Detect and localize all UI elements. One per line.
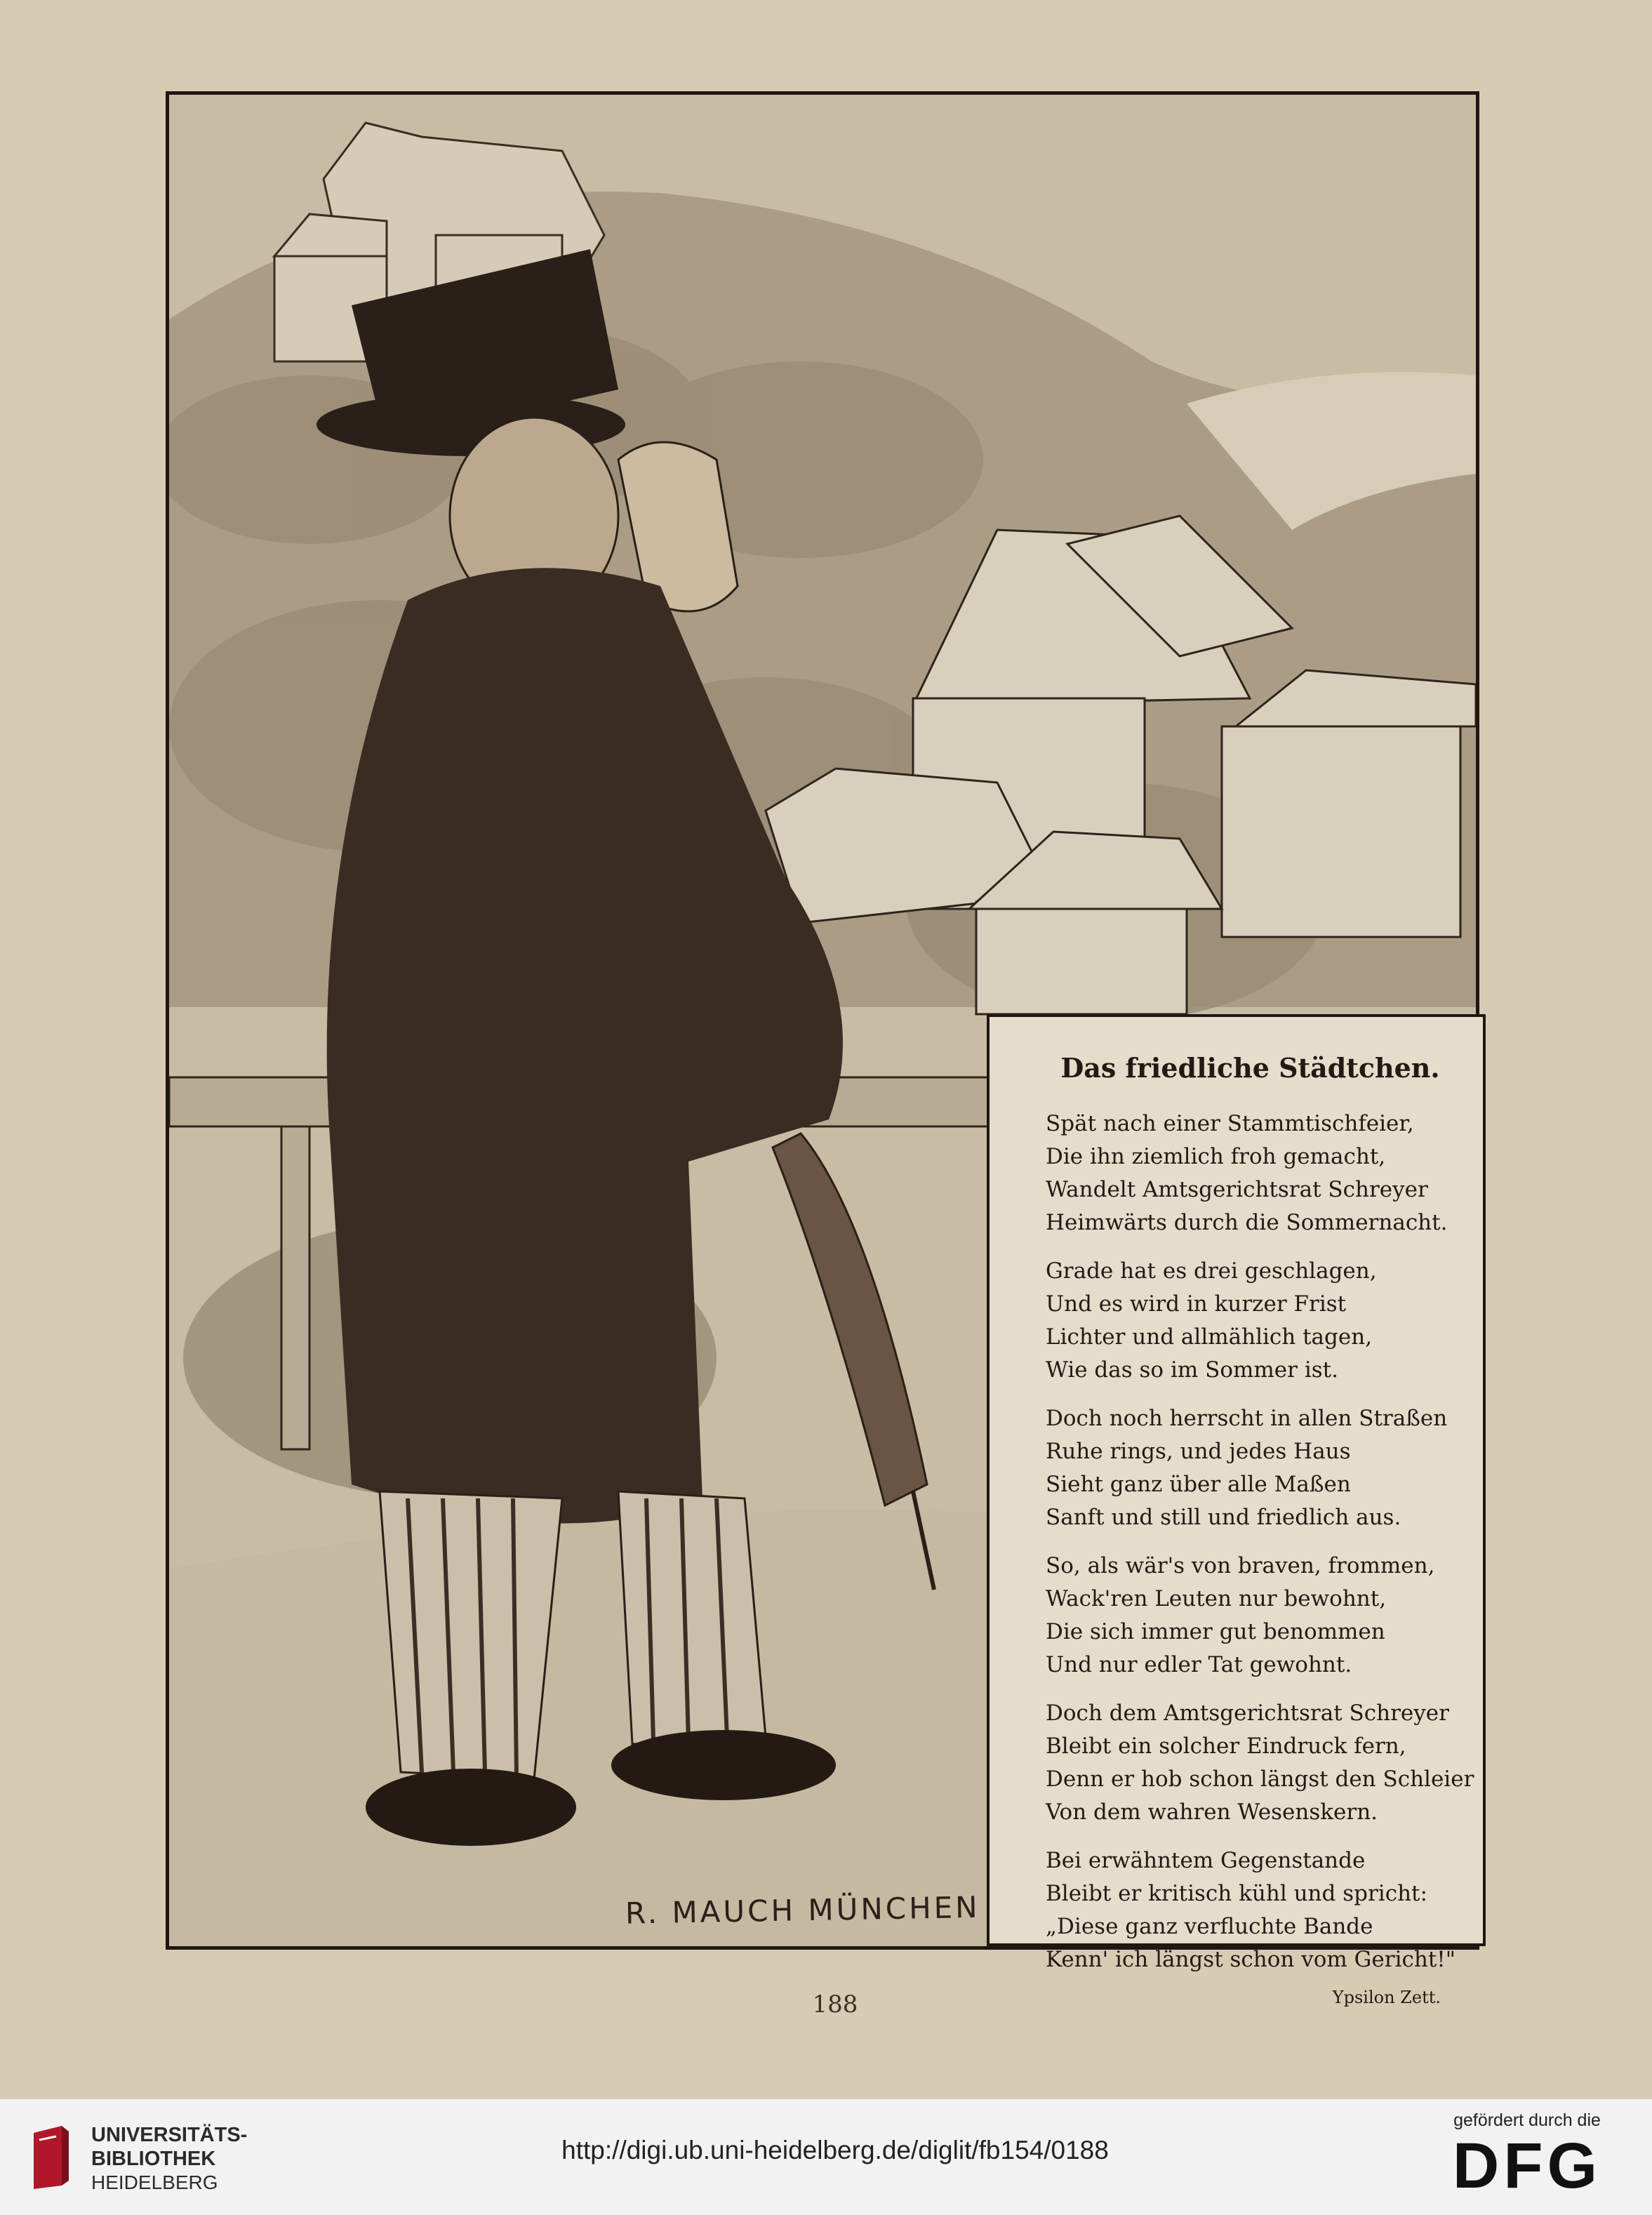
poem-line: So, als wär's von braven, frommen, — [1046, 1553, 1435, 1578]
poem-stanza — [1046, 1844, 1455, 1976]
poem-line: Denn er hob schon längst den Schleier — [1046, 1767, 1474, 1792]
poem-line: Wandelt Amtsgerichtsrat Schreyer — [1046, 1177, 1428, 1202]
poem-line: Bleibt ein solcher Eindruck fern, — [1046, 1734, 1406, 1759]
poem-stanza — [1046, 1402, 1455, 1534]
poem-stanza — [1046, 1550, 1455, 1682]
poem-line: „Diese ganz verfluchte Bande — [1046, 1914, 1373, 1939]
poem-line: Sanft und still und friedlich aus. — [1046, 1505, 1401, 1530]
poem-line: Wie das so im Sommer ist. — [1046, 1357, 1338, 1383]
funded-by-label: gefördert durch die — [1453, 2110, 1601, 2130]
dfg-logo: DFG — [1452, 2130, 1602, 2202]
poem-line: Lichter und allmählich tagen, — [1046, 1324, 1373, 1350]
poem-line: Sieht ganz über alle Maßen — [1046, 1472, 1351, 1497]
poem-line: Doch dem Amtsgerichtsrat Schreyer — [1046, 1701, 1449, 1726]
poem-box — [987, 1014, 1486, 2007]
library-name-line3: HEIDELBERG — [91, 2171, 218, 2193]
poem-line: Grade hat es drei geschlagen, — [1046, 1258, 1377, 1284]
poem-author: Ypsilon Zett. — [1332, 1988, 1441, 2007]
artist-signature: R. MAUCH MÜNCHEN — [625, 1889, 981, 1931]
university-library-name[interactable] — [91, 2123, 247, 2195]
permalink-url[interactable]: http://digi.ub.uni-heidelberg.de/diglit/fb154/0188 — [561, 2136, 1109, 2164]
poem-line: Ruhe rings, und jedes Haus — [1046, 1439, 1351, 1464]
library-name-line1: UNIVERSITÄTS- — [91, 2124, 248, 2146]
funder-block[interactable] — [1422, 2110, 1632, 2201]
poem-stanza — [1046, 1108, 1455, 1239]
poem-line: Spät nach einer Stammtischfeier, — [1046, 1111, 1414, 1136]
poem-line: Die sich immer gut benommen — [1046, 1619, 1385, 1644]
poem-line: Bei erwähntem Gegenstande — [1046, 1848, 1366, 1873]
poem-line: Von dem wahren Wesenskern. — [1046, 1800, 1378, 1825]
poem-stanza — [1046, 1255, 1455, 1387]
poem-stanza — [1046, 1697, 1474, 1829]
poem-line: Heimwärts durch die Sommernacht. — [1046, 1210, 1448, 1235]
poem-line: Kenn' ich längst schon vom Gericht!" — [1046, 1947, 1456, 1972]
university-library-logo-icon[interactable] — [20, 2119, 97, 2196]
poem-line: Die ihn ziemlich froh gemacht, — [1046, 1144, 1386, 1169]
page-number: 188 — [812, 1990, 858, 2018]
viewer-footer — [0, 2098, 1652, 2215]
poem-line: Und es wird in kurzer Frist — [1046, 1291, 1347, 1317]
poem-title: Das friedliche Städtchen. — [1060, 1052, 1440, 1084]
library-name-line2: BIBLIOTHEK — [91, 2148, 216, 2170]
poem-line: Und nur edler Tat gewohnt. — [1046, 1652, 1352, 1677]
poem-line: Bleibt er kritisch kühl und spricht: — [1046, 1881, 1427, 1906]
poem-line: Wack'ren Leuten nur bewohnt, — [1046, 1586, 1387, 1611]
poem-line: Doch noch herrscht in allen Straßen — [1046, 1406, 1448, 1431]
